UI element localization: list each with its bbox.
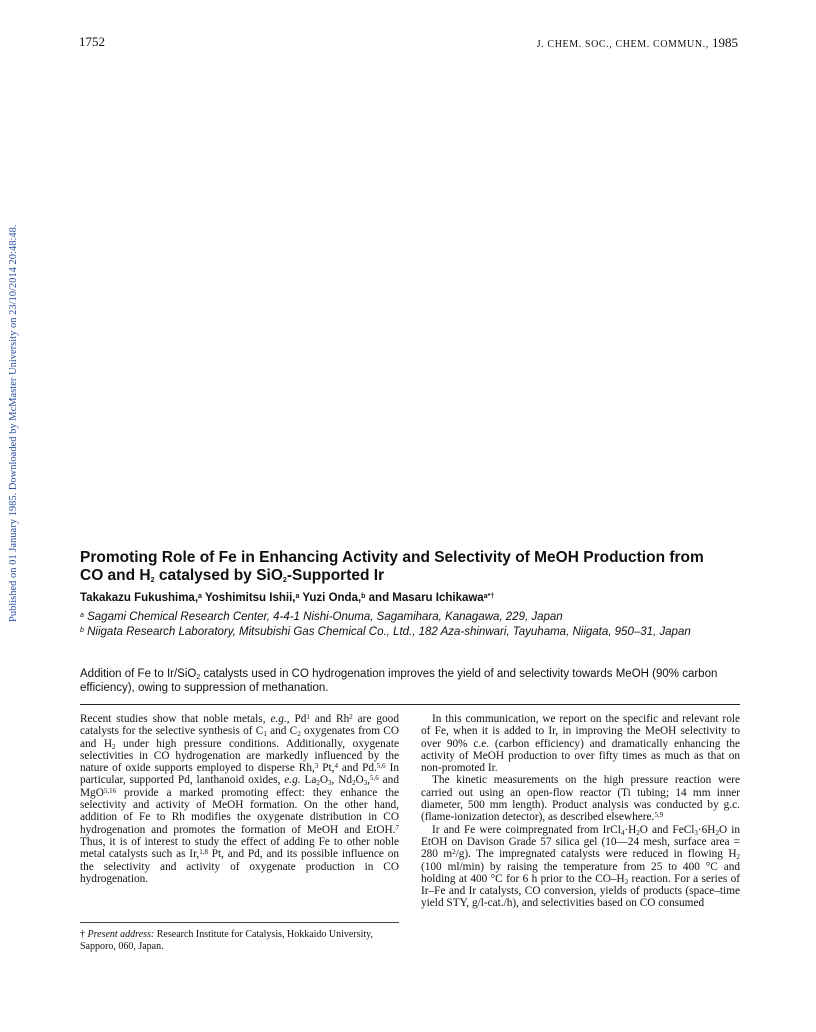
paragraph: In this communication, we report on the specific and relevant role of Fe, when it is added to Ir, in improving the MeOH selectivity to over 90% c.e. (carbon efficiency) and dramatically enhancing the activity of MeOH production to over fifty times as much as that on non-promoted Ir. xyxy=(421,713,740,775)
paragraph: The kinetic measurements on the high pressure reaction were carried out using an open-flow reactor (Ti tubing; 14 mm inner diameter, 500 mm length). Product analysis was conducted by g.c. (flame-ionization detector), as described elsewhere.$^{5,9}$ xyxy=(421,774,740,824)
author: Yuzi Onda,$^b$ xyxy=(302,592,366,604)
author: Takakazu Fukushima,$^a$ xyxy=(80,592,202,604)
title-line-2: CO and $H_2$ catalysed by SiO$_2$-Supported Ir xyxy=(80,567,385,584)
article-title xyxy=(80,549,740,585)
section-divider xyxy=(80,704,740,705)
affiliation-b: $^b$ Niigata Research Laboratory, Mitsubishi Gas Chemical Co., Ltd., 182 Aza-shinwari, Tayuhama, Niigata, 950–31, Japan xyxy=(80,626,691,638)
footnote: † Present address: Research Institute for Catalysis, Hokkaido University, Sapporo, 060, Japan. xyxy=(80,929,373,952)
author: Yoshimitsu Ishii,$^a$ xyxy=(204,592,300,604)
paragraph: Ir and Fe were coimpregnated from $IrCl_4\cdot H_2O$ and $FeCl_3\cdot 6H_2O$ in EtOH on Davison Grade 57 silica gel (10—24 mesh, surface area = 280 $m^2/g$). The impregnated catalysts were reduced in flowing $H_2$ (100 ml/min) by raising the temperature from 25 to 400 °C and holding at 400 °C for 6 h prior to the $CO-H_2$ reaction. For a series of Ir–Fe and Ir catalysts, CO conversion, yields of products (space–time yield STY, g/l-cat./h), and selectivities based on CO consumed xyxy=(421,823,740,910)
abstract: Addition of Fe to Ir/SiO$_2$ catalysts used in CO hydrogenation improves the yield of and selectivity towards MeOH (90% carbon efficiency), owing to suppression of methanation. xyxy=(80,668,718,694)
body-column-right xyxy=(421,713,740,910)
title-line-1: Promoting Role of Fe in Enhancing Activity and Selectivity of MeOH Production from xyxy=(80,549,704,566)
footnote-divider xyxy=(80,922,399,923)
author: and Masaru Ichikawa$^{a*\dagger}$ xyxy=(368,592,495,604)
affiliation-a: $^a$ Sagami Chemical Research Center, 4-4-1 Nishi-Onuma, Sagamihara, Kanagawa, 229, Japan xyxy=(80,611,563,623)
body-column-left xyxy=(80,713,399,885)
author-list xyxy=(80,592,494,604)
paragraph: Recent studies show that noble metals, e.g., Pd$^1$ and Rh$^2$ are good catalysts for the selective synthesis of $C_1$ and $C_2$ oxygenates from CO and $H_2$ under high pressure conditions. Additionally, oxygenate selectivities in CO hydrogenation are markedly influenced by the nature of oxide supports employed to disperse Rh,$^3$ Pt,$^4$ and Pd.$^{5,6}$ In particular, supported Pd, lanthanoid oxides, e.g. $La_2O_3$, $Nd_2O_3,^{5,6}$ and MgO$^{5,16}$ provide a marked promoting effect: they enhance the selectivity and activity of MeOH formation. On the other hand, addition of Fe to Rh modifies the oxygenate distribution in CO hydrogenation and promotes the formation of MeOH and EtOH.$^7$ Thus, it is of interest to study the effect of adding Fe to other noble metal catalysts such as Ir,$^{1,8}$ Pt, and Pd, and its possible influence on the selectivity and activity of oxygenate production in CO hydrogenation. xyxy=(80,713,399,885)
page-number: 1752 xyxy=(79,34,105,49)
journal-header xyxy=(537,35,738,51)
download-stamp: Published on 01 January 1985. Downloaded by McMaster University on 23/10/2014 20:48:48. xyxy=(8,224,19,622)
journal-year: 1985 xyxy=(712,35,738,50)
journal-name: J. CHEM. SOC., CHEM. COMMUN., xyxy=(536,39,709,50)
